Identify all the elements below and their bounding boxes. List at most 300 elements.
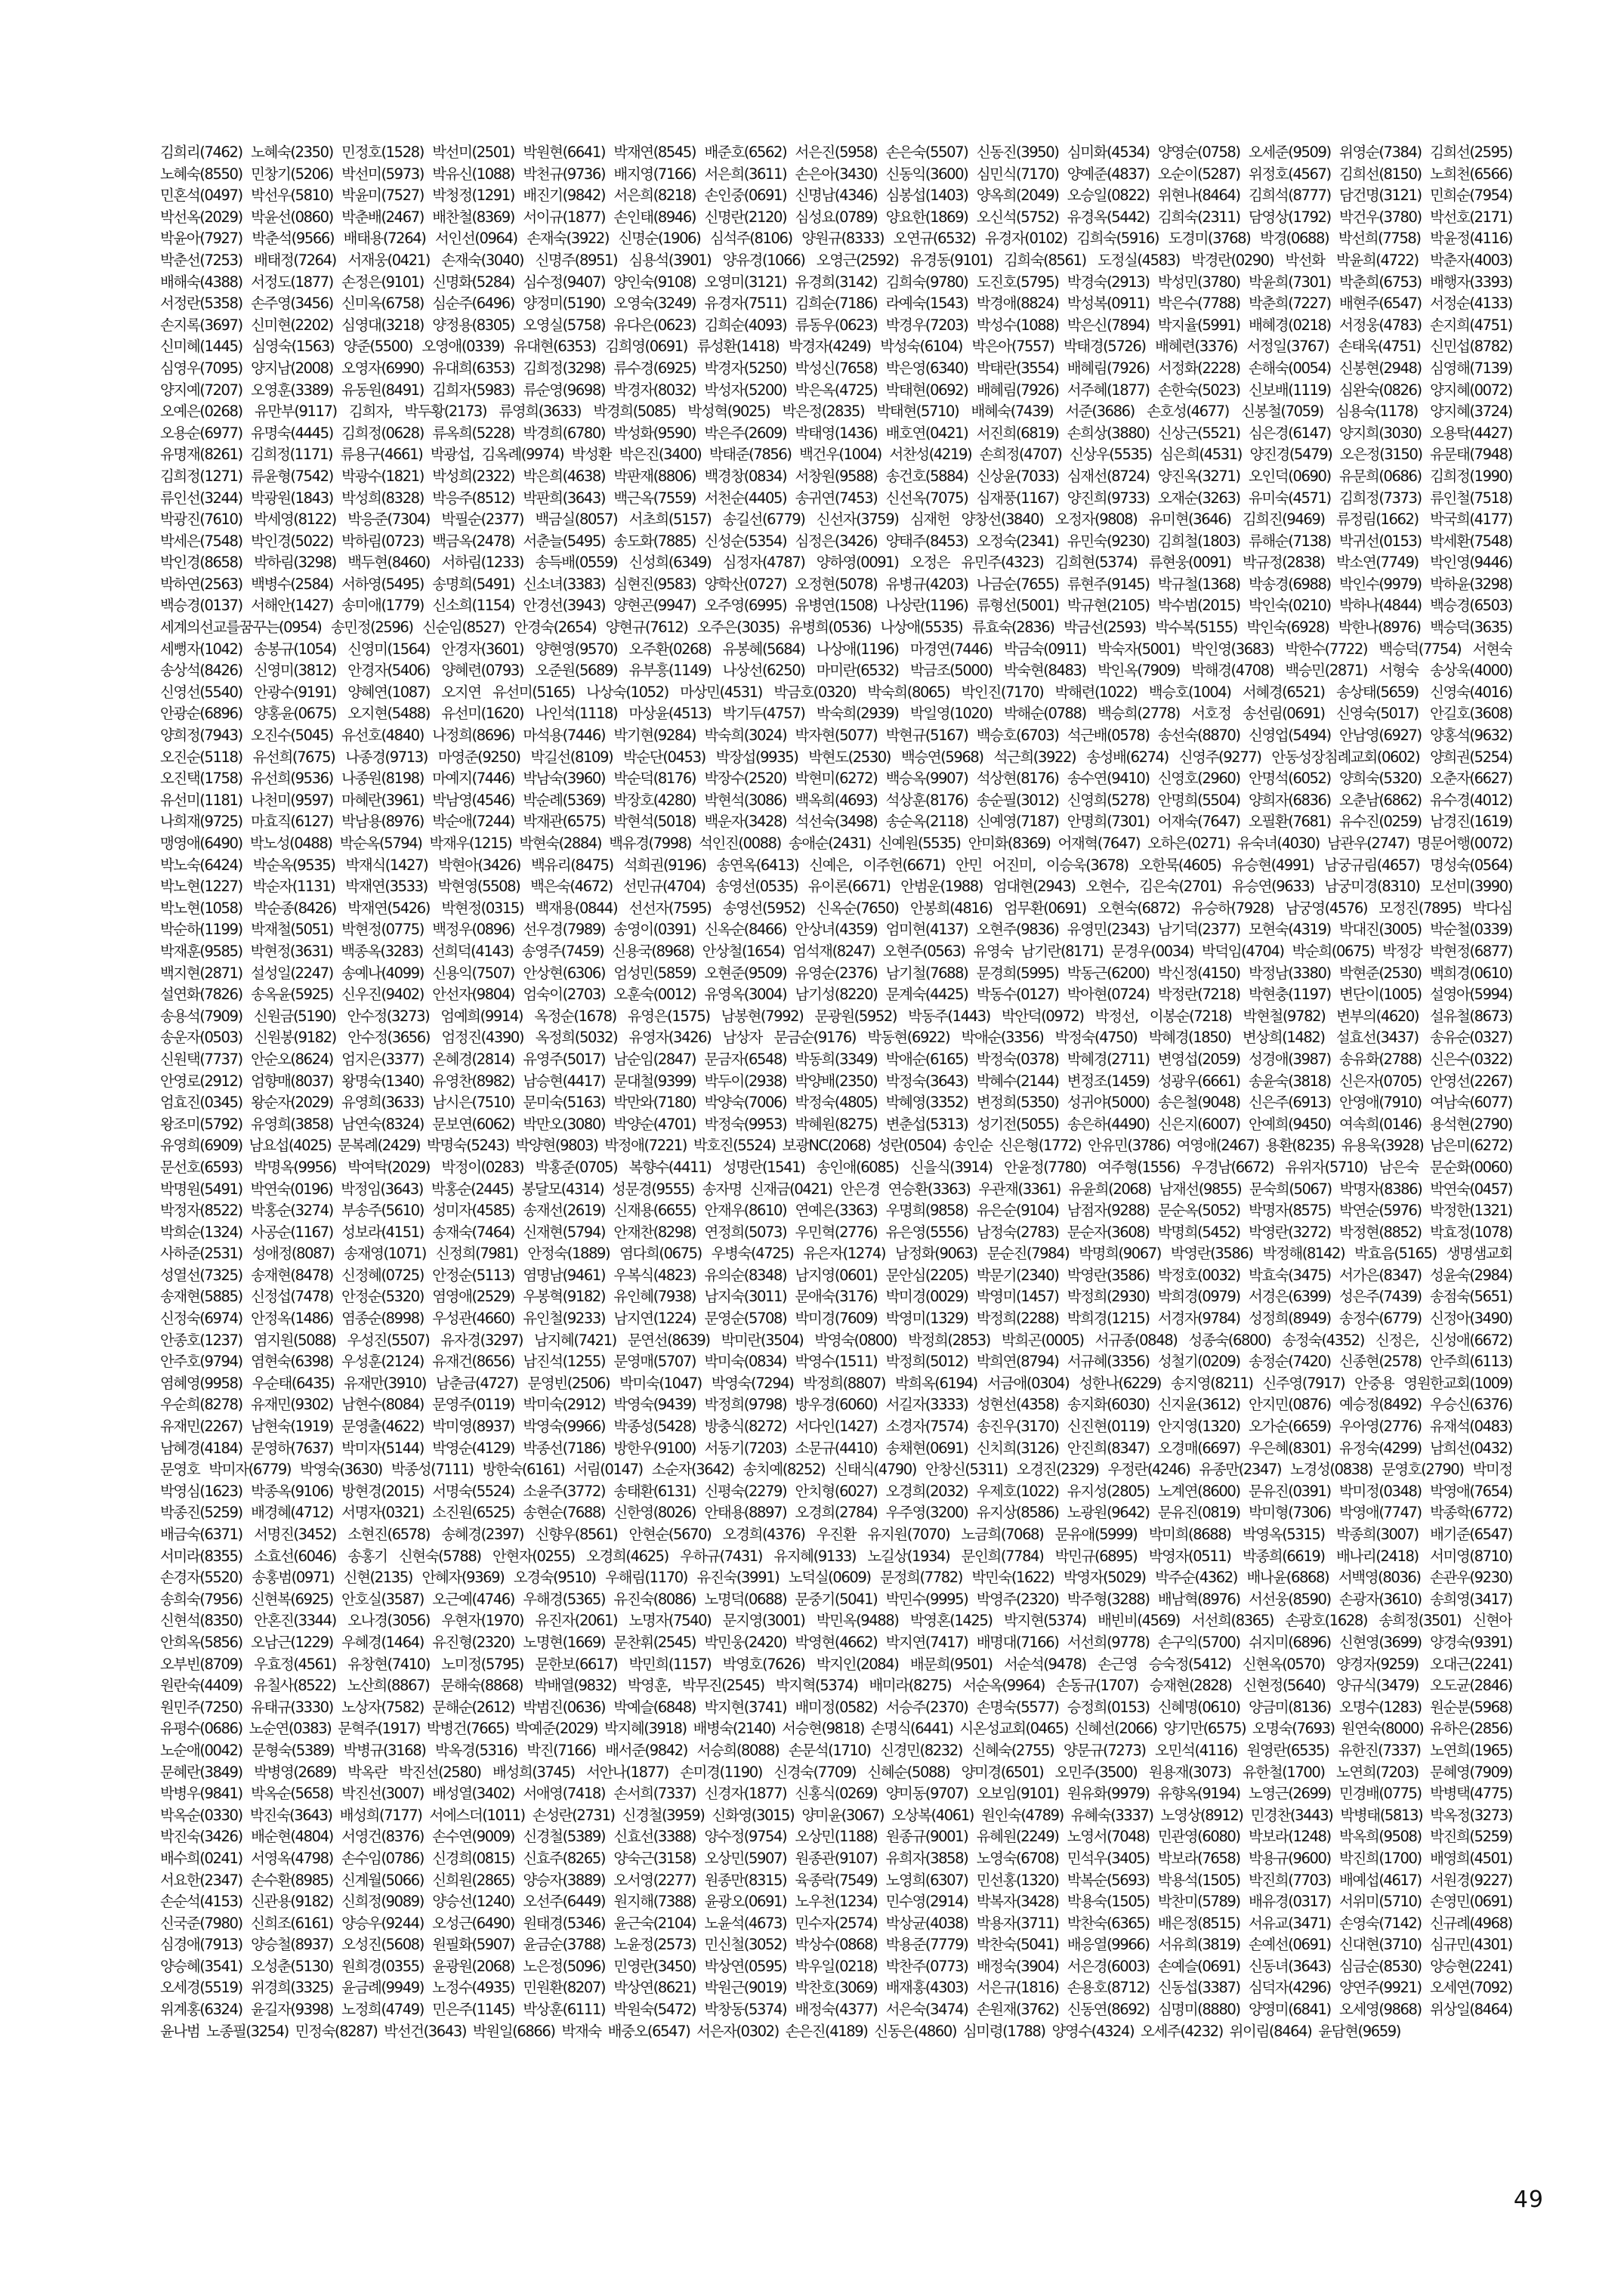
donor-name: 박규철(1368) <box>1157 575 1240 593</box>
donor-name: 신경철(3959) <box>622 1806 705 1824</box>
donor-name: 양승선(1240) <box>432 1893 514 1911</box>
donor-name: 신현석(8350) <box>160 1612 242 1630</box>
donor-name: 원종관(9107) <box>795 1849 878 1867</box>
donor-name: 소현진(6578) <box>347 1526 430 1543</box>
donor-name: 양금미(8136) <box>1248 1698 1331 1716</box>
donor-name: 양지남(2008) <box>251 359 333 377</box>
donor-name: 신치희(3126) <box>976 1439 1059 1457</box>
donor-name: 나정희(8696) <box>432 727 514 745</box>
donor-name: 심완숙(0826) <box>1339 381 1422 399</box>
donor-name: 안영애(7910) <box>1339 1094 1422 1112</box>
donor-name: 배서준(9842) <box>605 1741 687 1759</box>
donor-name: 민수영(2914) <box>885 1893 968 1911</box>
donor-name: 마혜란(3961) <box>341 791 424 809</box>
donor-name: 유경희(3142) <box>795 273 878 291</box>
donor-name: 배나리(2418) <box>1335 1547 1419 1565</box>
donor-name: 박현준(2530) <box>1339 964 1422 982</box>
donor-name: 서위미(5710) <box>1339 1893 1422 1911</box>
donor-name: 오춘자(6627) <box>1430 770 1512 788</box>
donor-name: 민혼석(0497) <box>160 187 242 205</box>
donor-name: 박정이(0283) <box>441 1158 524 1176</box>
donor-name: 변상희(1482) <box>1242 1029 1325 1047</box>
donor-name: 박태현(5710) <box>876 403 959 421</box>
donor-name: 송도화(7885) <box>613 532 696 550</box>
donor-name: 유경자(0102) <box>984 230 1067 248</box>
donor-name: 우혜경(1464) <box>341 1633 424 1651</box>
donor-name: 박기두(4757) <box>722 705 805 723</box>
donor-name: 유미현(3646) <box>1148 511 1231 529</box>
donor-name: 서요한(2347) <box>160 1871 242 1889</box>
donor-name: 박응주(8512) <box>432 489 514 507</box>
donor-name: 우하규(7431) <box>680 1547 762 1565</box>
donor-name: 신우진(9402) <box>341 986 424 1004</box>
donor-name: 박연순(5976) <box>1339 1202 1422 1220</box>
donor-name: 엄정진(4390) <box>441 1029 524 1047</box>
donor-name: 배순현(4804) <box>251 1828 333 1846</box>
donor-name: 남승현(4417) <box>523 1072 606 1090</box>
donor-name: 박희경(1215) <box>1067 1310 1150 1328</box>
donor-name: 오영훈(3389) <box>251 381 333 399</box>
donor-name: 박재식(1427) <box>345 856 428 874</box>
donor-name: 신은수(0322) <box>1430 1050 1512 1068</box>
donor-name: 민희순(7954) <box>1430 187 1512 205</box>
donor-name: 유명숙(4445) <box>251 424 333 442</box>
donor-name: 박진희(1700) <box>1339 1849 1422 1867</box>
donor-name: 박길선(8109) <box>530 748 613 766</box>
donor-name: 문해순(2612) <box>432 1698 514 1716</box>
donor-name: 박정희(8807) <box>803 1374 886 1392</box>
donor-name: 오주환(0268) <box>628 640 712 658</box>
donor-name: 박병규(3168) <box>343 1741 426 1759</box>
donor-name: 박재철(5051) <box>251 921 333 939</box>
donor-name: 심규민(4301) <box>1430 1936 1512 1954</box>
donor-name: 송재영(1071) <box>344 1245 427 1263</box>
donor-name: 유대희(6353) <box>432 359 514 377</box>
donor-name: 박희옥(6194) <box>895 1374 977 1392</box>
donor-name: 신효선(3388) <box>613 1828 696 1846</box>
donor-name: 백근옥(7559) <box>613 489 696 507</box>
donor-name: 위현나(8464) <box>1157 187 1240 205</box>
donor-name: 박장섭(9935) <box>715 748 798 766</box>
donor-name: 남지혜(7421) <box>534 1331 616 1349</box>
donor-name: 송미애(1779) <box>341 597 424 615</box>
donor-name: 신영숙(5017) <box>1335 705 1419 723</box>
donor-name: 문애숙(3176) <box>795 1288 878 1306</box>
donor-name: 오경희(2784) <box>795 1504 878 1522</box>
donor-name: 나상란(1196) <box>885 597 968 615</box>
donor-name: 박미영(8937) <box>432 1418 514 1436</box>
donor-name: 엄대현(2943) <box>993 878 1076 896</box>
donor-name: 박수복(5155) <box>1155 619 1238 637</box>
donor-name: 여영애(2467) <box>1176 1137 1259 1155</box>
donor-name: 윤근숙(2104) <box>613 1914 696 1932</box>
donor-name: 서은경(6003) <box>1067 1957 1150 1975</box>
donor-name: 배명대(7166) <box>976 1633 1059 1651</box>
donor-name: 유영은(1575) <box>627 1007 710 1025</box>
donor-name: 나금순(7655) <box>976 575 1059 593</box>
donor-name: 유용욱(3928) <box>1341 1137 1424 1155</box>
donor-name: 심미화(4534) <box>1067 144 1150 161</box>
donor-name: 박애순(6165) <box>885 1050 968 1068</box>
donor-name: 도경미(3768) <box>1168 230 1251 248</box>
donor-name: 박성숙(6104) <box>880 338 962 356</box>
donor-name: 박귀선(0153) <box>1339 532 1422 550</box>
donor-name: 노경성(0838) <box>1290 1461 1372 1479</box>
donor-name: 박선미(5973) <box>341 165 424 183</box>
donor-name: 생명샘교회 <box>1446 1245 1512 1263</box>
donor-name: 박정희(9798) <box>704 1396 787 1414</box>
donor-name: 박성민(3780) <box>1157 273 1240 291</box>
donor-name: 안종호(1237) <box>160 1331 242 1349</box>
donor-name: 류인선(3244) <box>160 489 242 507</box>
donor-name: 박지혁(5374) <box>775 1677 858 1695</box>
donor-name: 박옥순(5658) <box>251 1785 333 1803</box>
donor-name: 윤광원(2068) <box>432 1957 514 1975</box>
donor-name: 우주영(3200) <box>885 1504 968 1522</box>
donor-name: 김희정(7373) <box>1339 489 1422 507</box>
donor-name: 우현자(1970) <box>441 1612 524 1630</box>
donor-name: 송진우(3170) <box>976 1418 1059 1436</box>
donor-name: 송유순(0327) <box>1430 1029 1512 1047</box>
donor-name: 문영호(2790) <box>1381 1461 1464 1479</box>
donor-name: 박미희(8688) <box>1148 1526 1231 1543</box>
donor-name: 박종선(7186) <box>523 1439 606 1457</box>
donor-name: 서진희(6819) <box>976 424 1059 442</box>
donor-name: 박옥경(5316) <box>434 1741 517 1759</box>
donor-name: 오재순(3263) <box>1157 489 1240 507</box>
donor-name: 오부빈(8709) <box>160 1655 242 1673</box>
donor-name: 민정숙(8287) <box>295 2022 378 2040</box>
donor-name: 박인숙(6928) <box>1246 619 1329 637</box>
donor-name: 심정자(4787) <box>722 554 805 572</box>
donor-name: 김희선(2595) <box>1430 144 1512 161</box>
donor-name: 유은영(5556) <box>885 1223 968 1241</box>
donor-name: 민창기(5206) <box>251 165 333 183</box>
donor-name: 성은주(7439) <box>1339 1288 1422 1306</box>
donor-name: 신보배(1119) <box>1248 381 1331 399</box>
donor-name: 유칠사(8522) <box>253 1677 336 1695</box>
donor-name: 신재현(5794) <box>523 1223 606 1241</box>
donor-name: 선우경(7989) <box>523 921 606 939</box>
donor-name: 노윤석(4673) <box>704 1914 787 1932</box>
donor-name: 박은신(7894) <box>1067 316 1150 334</box>
donor-name: 변단이(1005) <box>1339 986 1422 1004</box>
donor-name: 양연주(9921) <box>1339 1979 1422 1997</box>
donor-name: 서백영(8036) <box>1338 1569 1421 1587</box>
donor-name: 손은숙(5507) <box>885 144 968 161</box>
donor-name: 어진미, 이승욱(3678) <box>992 856 1128 874</box>
donor-name: 유진형(2320) <box>432 1633 514 1651</box>
donor-name: 노명현(1669) <box>523 1633 606 1651</box>
donor-name: 백승덕(7754) <box>1379 640 1462 658</box>
donor-name: 노영희(6307) <box>885 1871 968 1889</box>
donor-name: 노은정(5096) <box>523 1957 606 1975</box>
donor-name: 민경찬(3443) <box>1250 1806 1333 1824</box>
donor-name: 서승주(2370) <box>885 1698 968 1716</box>
donor-name: 송영선(0535) <box>715 878 798 896</box>
donor-name: 신경민(8232) <box>880 1741 962 1759</box>
donor-name: 유영희(3858) <box>251 1115 333 1133</box>
donor-name: 박홍준(0705) <box>535 1158 618 1176</box>
donor-name: 문영순(5708) <box>704 1310 787 1328</box>
donor-name: 유다은(0623) <box>613 316 696 334</box>
donor-name: 송옥윤(5925) <box>251 986 333 1004</box>
donor-name: 오주영(6995) <box>704 597 787 615</box>
donor-name: 마영준(9250) <box>437 748 520 766</box>
donor-name: 박지연(7417) <box>885 1633 968 1651</box>
donor-name: 김희자(5983) <box>432 381 514 399</box>
donor-name: 박미자(6779) <box>208 1461 292 1479</box>
donor-name: 백건우(1004) <box>799 446 881 464</box>
donor-name: 설효선(3437) <box>1335 1029 1419 1047</box>
donor-name: 변정희(5350) <box>976 1094 1059 1112</box>
donor-name: 오진택(1758) <box>160 770 242 788</box>
donor-name: 박재연(5426) <box>347 899 430 917</box>
donor-name: 오진수(5045) <box>251 727 333 745</box>
donor-name: 신혜순(5088) <box>867 1763 950 1781</box>
donor-name: 박진숙(3643) <box>249 1806 332 1824</box>
donor-name: 서은자(0302) <box>696 2022 779 2040</box>
donor-name: 서영옥(4798) <box>251 1849 333 1867</box>
donor-name: 박복자(3428) <box>976 1893 1059 1911</box>
donor-name: 안동성장침례교회(0602) <box>1271 748 1420 766</box>
donor-name: 신희정(9089) <box>341 1893 424 1911</box>
donor-name: 신소녀(3383) <box>523 575 606 593</box>
donor-name: 신성희(6349) <box>628 554 712 572</box>
donor-name: 서준(3686) <box>1065 403 1135 421</box>
donor-name: 안명희(5504) <box>1157 791 1240 809</box>
donor-name: 백옥희(4693) <box>795 791 878 809</box>
donor-name: 손수임(0786) <box>341 1849 424 1867</box>
donor-name: 유병희(0536) <box>789 619 871 637</box>
donor-name: 염현숙(6398) <box>251 1353 333 1371</box>
donor-name: 김희철(1803) <box>1157 532 1240 550</box>
donor-name: 승재현(2828) <box>1149 1677 1232 1695</box>
donor-name: 서현숙 <box>1472 640 1512 658</box>
donor-name: 양현곤(9947) <box>613 597 696 615</box>
donor-name: 옥정희(5032) <box>535 1029 618 1047</box>
donor-name: 박순철(0339) <box>1430 921 1512 939</box>
donor-name: 박배열(9832) <box>534 1677 616 1695</box>
donor-name: 안수정(3656) <box>347 1029 430 1047</box>
donor-name: 박양배(2350) <box>795 1072 878 1090</box>
donor-name: 심현진(9583) <box>613 575 696 593</box>
donor-name: 엄지은(3377) <box>341 1050 424 1068</box>
donor-name: 양학산(0727) <box>704 575 787 593</box>
donor-name: 박남용(8976) <box>341 813 424 831</box>
donor-name: 유재석(0483) <box>1430 1418 1512 1436</box>
donor-name: 송정수(6779) <box>1339 1310 1422 1328</box>
donor-name: 신동녀(3643) <box>1248 1957 1331 1975</box>
donor-name: 서명진(3452) <box>254 1526 336 1543</box>
donor-name: 유선미(1181) <box>160 791 242 809</box>
donor-name: 우제호(1022) <box>976 1482 1059 1500</box>
donor-name: 명문어행(0072) <box>1416 835 1512 852</box>
donor-name: 백희경(0610) <box>1430 964 1512 982</box>
donor-name: 원민주(7250) <box>160 1698 242 1716</box>
donor-name: 박미정(0348) <box>1339 1482 1422 1500</box>
donor-name: 원인숙(4789) <box>981 1806 1064 1824</box>
donor-name: 안수정(3273) <box>347 1007 430 1025</box>
donor-name: 신봉현(2948) <box>1339 359 1422 377</box>
donor-name: 서순옥(9964) <box>962 1677 1045 1695</box>
donor-name: 사하준(2531) <box>160 1245 242 1263</box>
donor-name: 박노현(1227) <box>160 878 242 896</box>
donor-name: 신경철(5389) <box>523 1828 606 1846</box>
donor-name: 김희순(4093) <box>704 316 787 334</box>
donor-name: 심재선(8724) <box>1067 467 1150 485</box>
donor-name: 성귀야(5000) <box>1067 1094 1150 1112</box>
donor-name: 오예은(0268) <box>160 403 242 421</box>
donor-name: 서초희(5157) <box>628 511 712 529</box>
donor-name: 신동연(8692) <box>1067 2001 1150 2019</box>
donor-name: 성철기(0209) <box>1157 1353 1240 1371</box>
donor-name: 윤길자(9398) <box>251 2001 333 2019</box>
donor-name: 우정란(4246) <box>1107 1461 1190 1479</box>
donor-name: 신정은, 신성애(6672) <box>1375 1331 1512 1349</box>
donor-name: 선민규(4704) <box>622 878 705 896</box>
donor-name: 박옥란 <box>347 1763 387 1781</box>
donor-name: 유하은(2856) <box>1430 1720 1512 1738</box>
donor-name: 손미경(1190) <box>680 1763 762 1781</box>
donor-name: 우병숙(4725) <box>711 1245 794 1263</box>
donor-name: 양규식(3479) <box>1336 1677 1419 1695</box>
donor-name: 박동근(6200) <box>1067 964 1150 982</box>
donor-name: 심재풍(1167) <box>976 489 1059 507</box>
donor-name: 나천미(9597) <box>251 791 333 809</box>
donor-name: 배재홍(4303) <box>885 1979 968 1997</box>
donor-name: 배중오(6547) <box>607 2022 690 2040</box>
donor-name: 안유민(3786) <box>1088 1137 1170 1155</box>
donor-name: 박보라(7658) <box>1157 1849 1240 1867</box>
donor-name: 신주영(7917) <box>1262 1374 1345 1392</box>
donor-name: 박상균(4038) <box>885 1914 968 1932</box>
donor-name: 안윤정(7780) <box>1003 1158 1086 1176</box>
donor-name: 문영매(5707) <box>613 1353 696 1371</box>
donor-name: 박종옥(9106) <box>251 1482 333 1500</box>
donor-name: 신민섭(8782) <box>1430 338 1512 356</box>
donor-name: 모현숙(4319) <box>1248 921 1331 939</box>
donor-name: 서선희(8365) <box>1191 1612 1274 1630</box>
donor-name: 박예슬(6848) <box>613 1698 696 1716</box>
donor-name: 남진석(1255) <box>523 1353 606 1371</box>
donor-name: 옥정순(1678) <box>534 1007 616 1025</box>
donor-name: 박상연(0595) <box>704 1957 787 1975</box>
donor-name: 박재훈(9585) <box>160 942 242 960</box>
donor-name: 문금순(9176) <box>773 1029 857 1047</box>
donor-name: 박영숙(9439) <box>613 1396 696 1414</box>
donor-name: 박정숙(0378) <box>976 1050 1059 1068</box>
donor-name: 신순임(8527) <box>422 619 505 637</box>
donor-name: 백재용(0844) <box>535 899 618 917</box>
donor-name: 여속희(0146) <box>1339 1115 1422 1133</box>
donor-name: 성보라(4151) <box>341 1223 424 1241</box>
donor-name: 박용규(9600) <box>1248 1849 1331 1867</box>
donor-name: 민석우(3405) <box>1067 1849 1150 1867</box>
donor-name: 유경옥(5442) <box>1067 208 1150 226</box>
donor-name: 박원일(6866) <box>472 2022 555 2040</box>
donor-name: 송용석(7909) <box>160 1007 242 1025</box>
donor-name: 신홍식(0269) <box>795 1785 878 1803</box>
donor-name: 모정진(7895) <box>1379 899 1462 917</box>
donor-name: 손용호(8712) <box>1067 1979 1150 1997</box>
donor-name: 신원금(5190) <box>253 1007 336 1025</box>
donor-name: 박인영(9446) <box>1430 554 1512 572</box>
donor-name: 오정숙(2341) <box>976 532 1059 550</box>
donor-name: 박태현(0692) <box>885 381 968 399</box>
donor-name: 송윤숙(3818) <box>1248 1072 1331 1090</box>
donor-name: 노순연(0383) <box>249 1720 332 1738</box>
donor-name: 신미현(2202) <box>251 316 333 334</box>
donor-name: 안영로(2912) <box>160 1072 242 1090</box>
donor-name: 박미숙(0834) <box>704 1353 787 1371</box>
donor-name: 유정숙(4299) <box>1339 1439 1422 1457</box>
donor-name: 마상윤(4513) <box>628 705 712 723</box>
donor-name: 손희상(3880) <box>1067 424 1150 442</box>
donor-name: 안지민(0876) <box>1248 1396 1331 1414</box>
donor-name: 서혜경(6521) <box>1242 683 1325 701</box>
donor-name: 양진옥(3271) <box>1157 467 1240 485</box>
donor-name: 박민희(1157) <box>628 1655 712 1673</box>
donor-name: 김희정(0628) <box>341 424 424 442</box>
donor-name: 송점숙(5651) <box>1430 1288 1512 1306</box>
donor-name: 김희현(5374) <box>1054 554 1138 572</box>
donor-name: 나종원(8198) <box>341 770 424 788</box>
donor-name: 오영자(6990) <box>341 359 424 377</box>
donor-name: 심용석(3901) <box>628 251 712 269</box>
donor-name: 안재찬(8298) <box>613 1223 696 1241</box>
donor-name: 손경자(5520) <box>160 1569 242 1587</box>
donor-name: 심민식(7170) <box>976 165 1059 183</box>
donor-name: 양하영(0091) <box>816 554 899 572</box>
donor-name: 손은진(4189) <box>785 2022 868 2040</box>
donor-name: 변정조(1459) <box>1067 1072 1150 1090</box>
donor-name: 배성희(7177) <box>339 1806 422 1824</box>
donor-name: 노연희(7203) <box>1335 1763 1419 1781</box>
donor-name: 박하연(2563) <box>160 575 242 593</box>
donor-name: 노영숙(6708) <box>976 1849 1059 1867</box>
donor-name: 박영주(2320) <box>976 1590 1059 1608</box>
donor-name: 박희연(8794) <box>976 1353 1059 1371</box>
donor-name: 심성요(0789) <box>795 208 878 226</box>
donor-name: 유진자(2061) <box>535 1612 618 1630</box>
donor-name: 박하림(3298) <box>254 554 336 572</box>
donor-name: 엄숙이(2703) <box>523 986 606 1004</box>
donor-name: 남연숙(8324) <box>341 1115 424 1133</box>
donor-name: 박혜영(3352) <box>885 1094 968 1112</box>
donor-name: 김희숙(2311) <box>1157 208 1240 226</box>
donor-name: 박대진(3005) <box>1339 921 1422 939</box>
donor-name: 남기성(8220) <box>795 986 878 1004</box>
donor-name: 서천순(4405) <box>704 489 787 507</box>
donor-name: 박재숙 <box>561 2022 601 2040</box>
donor-name: 박병우(9841) <box>160 1785 242 1803</box>
donor-name: 송영이(0391) <box>613 921 696 939</box>
donor-name: 오세영(9868) <box>1339 2001 1422 2019</box>
donor-name: 유봉혜(5684) <box>722 640 805 658</box>
donor-name: 설영아(5994) <box>1430 986 1512 1004</box>
donor-name: 박주순(4362) <box>1155 1569 1237 1587</box>
donor-name: 박희순(1324) <box>160 1223 242 1241</box>
donor-name: 신한영(8026) <box>613 1504 696 1522</box>
donor-name: 양숙근(3158) <box>613 1849 696 1867</box>
donor-name: 심석주(8106) <box>709 230 792 248</box>
donor-name: 박현미(6272) <box>795 770 878 788</box>
donor-name: 박경숙(2913) <box>1067 273 1150 291</box>
donor-name: 유경자(7511) <box>704 295 787 313</box>
donor-name: 소진원(6525) <box>432 1504 514 1522</box>
donor-name: 박혜원(8275) <box>795 1115 878 1133</box>
